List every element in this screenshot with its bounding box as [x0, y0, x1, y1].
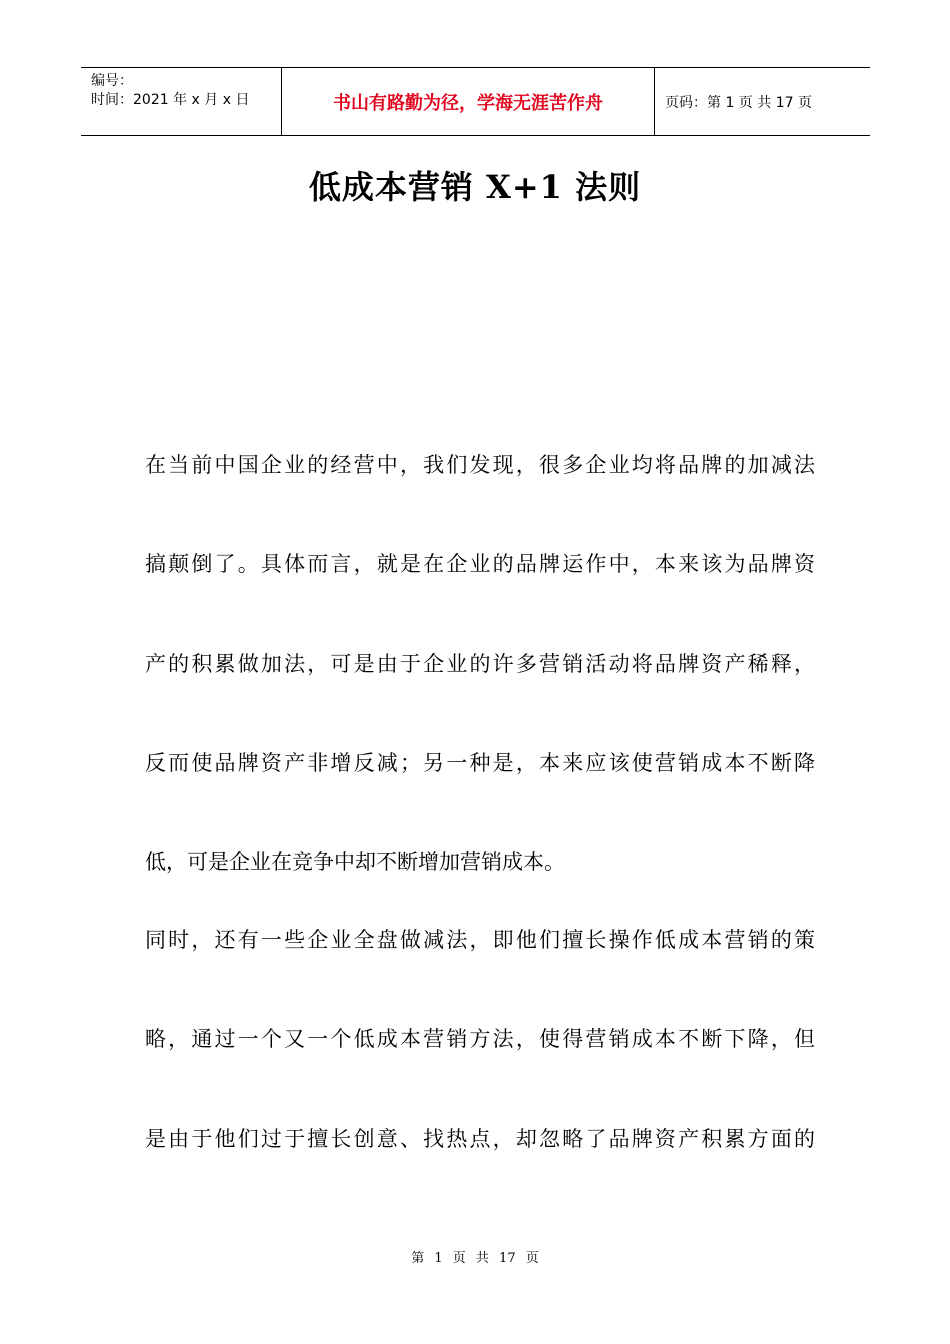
body-line: 略，通过一个又一个低成本营销方法，使得营销成本不断下降，但	[145, 1027, 815, 1051]
page-footer: 第 1 页 共 17 页	[411, 1251, 539, 1266]
header-meta-cell	[81, 68, 282, 135]
body-line: 产的积累做加法，可是由于企业的许多营销活动将品牌资产稀释，	[145, 652, 815, 676]
header-page-cell	[655, 68, 870, 135]
motto-text: 书山有路勤为径，学海无涯苦作舟	[333, 92, 603, 114]
body-line: 低，可是企业在竞争中却不断增加营销成本。	[145, 850, 565, 874]
body-line: 同时，还有一些企业全盘做减法，即他们擅长操作低成本营销的策	[145, 928, 815, 952]
body-line: 在当前中国企业的经营中，我们发现，很多企业均将品牌的加减法	[145, 453, 815, 477]
page-header	[81, 67, 870, 136]
document-title: 低成本营销 X+1 法则	[308, 168, 642, 206]
body-line: 搞颠倒了。具体而言，就是在企业的品牌运作中，本来该为品牌资	[145, 552, 815, 576]
serial-number-label: 编号：	[91, 73, 133, 89]
page-info: 页码：第 1 页 共 17 页	[665, 94, 812, 111]
body-line: 是由于他们过于擅长创意、找热点，却忽略了品牌资产积累方面的	[145, 1127, 815, 1151]
date-line: 时间：2021 年 x 月 x 日	[91, 92, 250, 108]
body-line: 反而使品牌资产非增反减；另一种是，本来应该使营销成本不断降	[145, 751, 815, 775]
header-motto-cell	[282, 68, 655, 135]
